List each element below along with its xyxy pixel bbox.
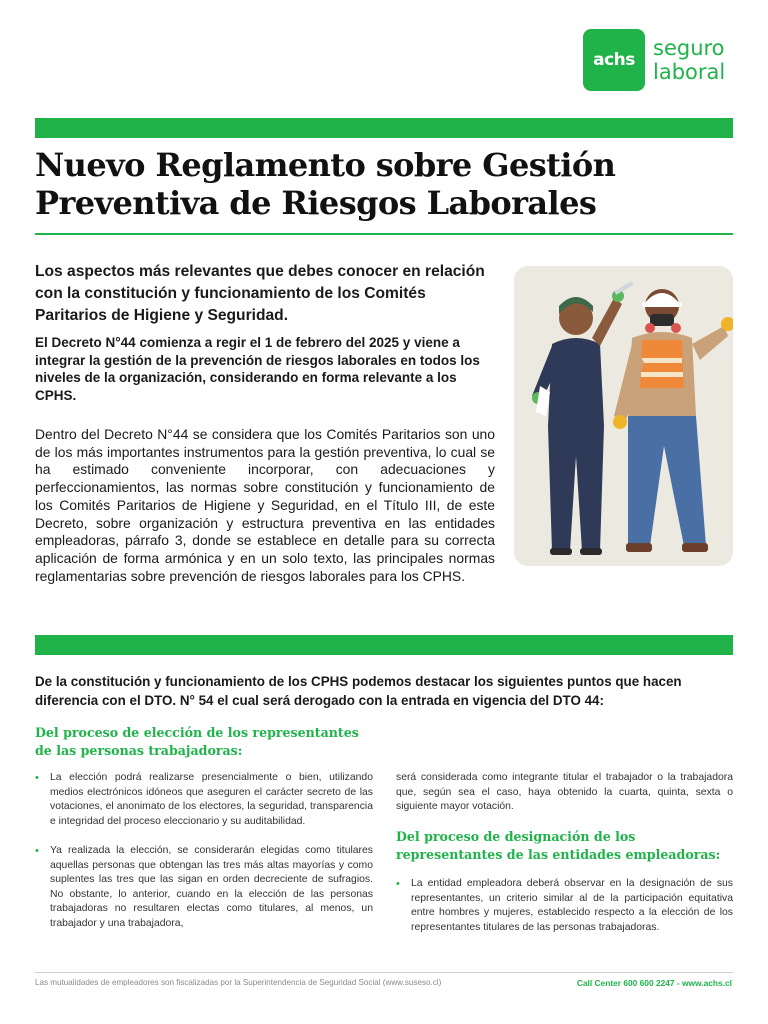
subsection2-heading: Del proceso de designación de los representantes de las entidades empleadoras: (396, 829, 721, 862)
footer-divider (35, 972, 733, 973)
achs-logo (583, 29, 725, 91)
list-item-text: Ya realizada la elección, se considerarán elegidas como titulares aquellas personas que obtengan las tres más altas mayorías y como suplentes las tres que las sigan en orden decreciente de sufragios. No obstante, lo anterior, cuando en la elección de las personas trabajadoras no resultaren electas como titulares, al menos, un trabajador y una trabajadora, (50, 845, 373, 929)
footer-disclaimer: Las mutualidades de empleadores son fiscalizadas por la Superintendencia de Seguridad Social (www.suseso.cl) (35, 978, 442, 987)
list-item (35, 771, 373, 829)
middle-green-bar (35, 635, 733, 655)
top-green-bar (35, 118, 733, 138)
bullet-icon: • (396, 878, 400, 890)
intro-bold-paragraph: El Decreto N°44 comienza a regir el 1 de febrero del 2025 y viene a integrar la gestión de la prevención de riesgos laborales en todos los niveles de la organización, considerando en forma relevante a los CPHS. (35, 335, 480, 403)
section-heading: De la constitución y funcionamiento de los CPHS podemos destacar los siguientes puntos que hacen diferencia con el DTO. N° 54 el cual será derogado con la entrada en vigencia del DTO 44: (35, 674, 682, 708)
page-title (35, 146, 735, 222)
logo-text (653, 36, 725, 84)
list-item (35, 844, 373, 931)
workers-illustration (514, 266, 733, 566)
lead-paragraph: Los aspectos más relevantes que debes conocer en relación con la constitución y funcionamiento de los Comités Paritarios de Higiene y Seguridad. (35, 263, 485, 324)
logo-line2: laboral (653, 60, 726, 84)
logo-mark: achs (583, 29, 645, 91)
workers-illustration-svg (514, 266, 733, 566)
intro-body-paragraph: Dentro del Decreto N°44 se considera que los Comités Paritarios son uno de los más importantes instrumentos para la gestión preventiva, lo cual se ha estimado conveniente incorporar, con adecuaciones y perfeccionamientos, las normas sobre constitución y funcionamiento de los Comités Paritarios de Higiene y Seguridad, en el Título III, de este Decreto, sobre organización y estructura preventiva en las entidades empleadoras, párrafo 3, donde se establece en detalle para su correcta aplicación de forma armónica y en un solo texto, las principales normas reglamentarias sobre prevención de riesgos laborales para los CPHS. (35, 426, 495, 584)
list-item (396, 877, 733, 935)
list-item-text: La elección podrá realizarse presencialmente o bien, utilizando medios electrónicos idóneos que aseguren el carácter secreto de las votaciones, el anonimato de los electores, la seguridad, transparencia e integridad del proceso eleccionario y su auditabilidad. (50, 772, 373, 827)
list-item-text: La entidad empleadora deberá observar en la designación de sus representantes, un criterio similar al de la participación equitativa entre hombres y mujeres, establecido respecto a la elección de los representantes titulares de las personas trabajadoras. (411, 878, 733, 933)
subsection1-bullet-list (35, 771, 373, 946)
footer-contact: Call Center 600 600 2247 - www.achs.cl (576, 978, 732, 988)
bullet-icon: • (35, 772, 39, 784)
worker-construction-figure (613, 289, 733, 552)
title-line1: Nuevo Reglamento sobre Gestión (35, 146, 616, 184)
logo-line1: seguro (653, 36, 725, 60)
title-line2: Preventiva de Riesgos Laborales (35, 184, 597, 222)
title-divider (35, 233, 733, 235)
subsection1-heading: Del proceso de elección de los representantes de las personas trabajadoras: (35, 725, 359, 758)
bullet-icon: • (35, 845, 39, 857)
bullet-continuation-text: será considerada como integrante titular el trabajador o la trabajadora que, según sea el caso, haya obtenido la cuarta, quinta, sexta o siguiente mayor votación. (396, 772, 733, 812)
subsection2-bullet-list (396, 877, 733, 950)
